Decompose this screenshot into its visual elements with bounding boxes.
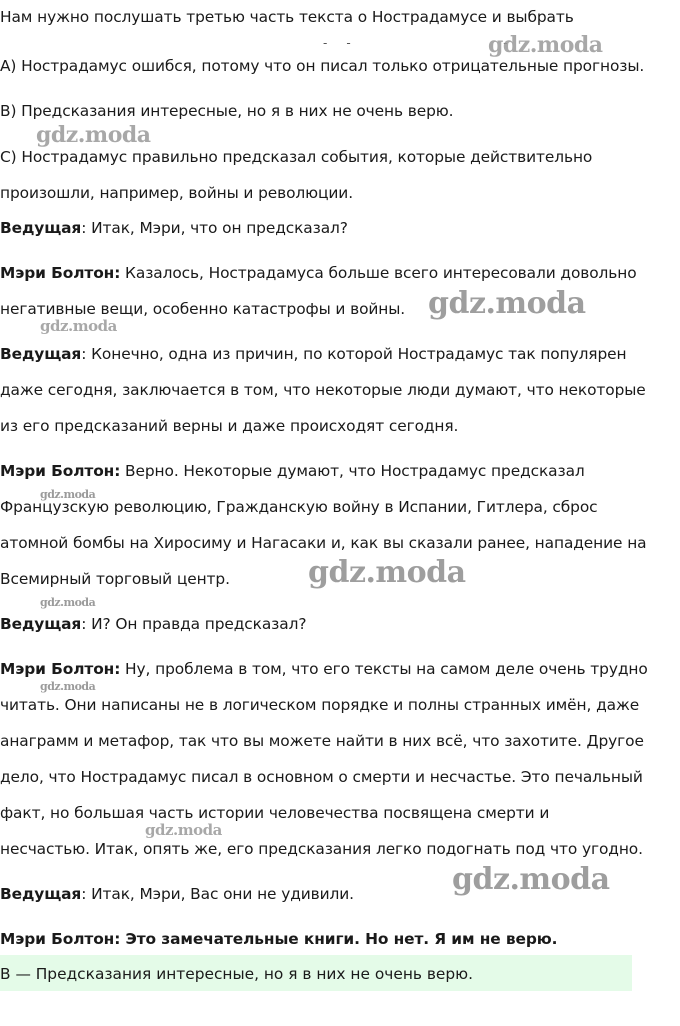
dialogue-line-host [0,218,348,238]
answer-text: B — Предсказания интересные, но я в них не очень верю. [0,965,474,983]
dialogue-cont: несчастью. Итак, опять же, его предсказания легко подогнать под что угодно. [0,840,643,858]
dialogue-text: : Итак, Мэри, Вас они не удивили. [81,885,354,903]
dialogue-cont: факт, но большая часть истории человечества посвящена смерти и [0,804,550,822]
watermark-logo: gdz.moda [40,596,96,609]
dialogue-line-mary [0,461,585,481]
intro-line: Нам нужно послушать третью часть текста о Нострадамусе и выбрать [0,8,574,26]
dialogue-line-host [0,884,354,904]
option-c-cont: произошли, например, войны и революции. [0,184,354,202]
dialogue-text: Казалось, Нострадамуса больше всего интересовали довольно [120,264,637,282]
watermark-logo: gdz.moda [40,317,117,335]
dialogue-text: Верно. Некоторые думают, что Нострадамус предсказал [120,462,585,480]
dialogue-cont: анаграмм и метафор, так что вы можете найти в них всё, что захотите. Другое [0,732,644,750]
speaker-mary: Мэри Болтон: [0,660,121,678]
dialogue-cont: атомной бомбы на Хиросиму и Нагасаки и, как вы сказали ранее, нападение на [0,534,647,552]
dialogue-line-mary [0,929,557,949]
dialogue-cont: Французскую революцию, Гражданскую войну в Испании, Гитлера, сброс [0,498,598,516]
option-b: B) Предсказания интересные, но я в них не очень верю. [0,102,454,120]
dialogue-cont: даже сегодня, заключается в том, что некоторые люди думают, что некоторые [0,381,646,399]
watermark-logo: gdz.moda [36,122,151,148]
speaker-host: Ведущая [0,345,82,363]
dash-marks: - - - [323,36,508,50]
dialogue-cont: читать. Они написаны не в логическом порядке и полны странных имён, даже [0,696,640,714]
dialogue-cont: Всемирный торговый центр. [0,570,230,588]
dialogue-cont: негативные вещи, особенно катастрофы и войны. [0,300,406,318]
answer-box [0,955,632,991]
watermark-logo: gdz.moda [145,821,222,839]
watermark-logo: gdz.moda [40,680,96,693]
dialogue-line-mary [0,659,648,679]
dialogue-text: : Итак, Мэри, что он предсказал? [81,219,348,237]
watermark-logo: gdz.moda [428,286,586,321]
watermark-logo: gdz.moda [40,488,96,501]
speaker-host: Ведущая [0,219,82,237]
dialogue-line-host [0,614,306,634]
option-a: A) Нострадамус ошибся, потому что он писал только отрицательные прогнозы. [0,57,645,75]
dialogue-text: : И? Он правда предсказал? [81,615,307,633]
dialogue-line-mary [0,263,637,283]
watermark-logo: gdz.moda [488,32,603,58]
speaker-mary: Мэри Болтон: [0,264,121,282]
dialogue-cont: из его предсказаний верны и даже происходят сегодня. [0,417,459,435]
option-c: C) Нострадамус правильно предсказал события, которые действительно [0,148,593,166]
dialogue-text: Это замечательные книги. Но нет. Я им не верю. [120,930,558,948]
speaker-mary: Мэри Болтон: [0,462,121,480]
dialogue-text: : Конечно, одна из причин, по которой Нострадамус так популярен [81,345,627,363]
speaker-host: Ведущая [0,615,82,633]
watermark-logo: gdz.moda [308,555,466,590]
dialogue-text: Ну, проблема в том, что его тексты на самом деле очень трудно [120,660,648,678]
dialogue-cont: дело, что Нострадамус писал в основном о смерти и несчастье. Это печальный [0,768,643,786]
speaker-host: Ведущая [0,885,82,903]
speaker-mary: Мэри Болтон: [0,930,121,948]
dialogue-line-host [0,344,626,364]
watermark-logo: gdz.moda [452,862,610,897]
